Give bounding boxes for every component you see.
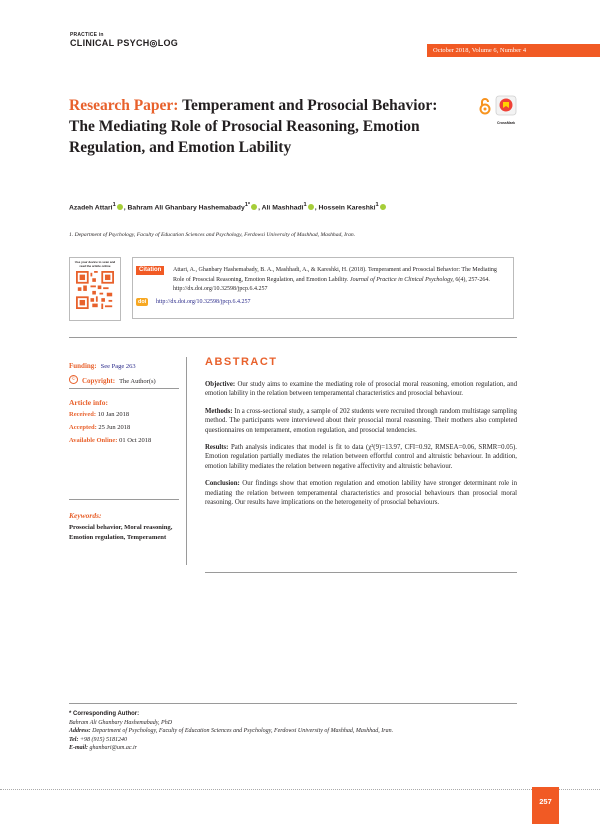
- conclusion-label: Conclusion:: [205, 480, 240, 488]
- issue-banner: October 2018, Volume 6, Number 4: [427, 44, 600, 57]
- author-3[interactable]: Ali Mashhadi: [261, 204, 304, 212]
- email-label: E-mail:: [69, 745, 88, 751]
- article-title: [69, 95, 489, 158]
- divider: [205, 572, 517, 573]
- corresponding-email: [69, 744, 509, 753]
- citation-end: 6(4), 257-264. http://dx.doi.org/10.32598/jpcp.6.4.257: [173, 276, 490, 292]
- keywords-label: Keywords:: [69, 511, 102, 520]
- corresponding-author: [69, 710, 509, 753]
- citation-label: Citation: [136, 266, 164, 275]
- author-3-affil: 1: [303, 202, 307, 208]
- tel-label: Tel:: [69, 736, 79, 743]
- author-4[interactable]: Hossein Kareshki: [318, 204, 376, 212]
- crossmark-label: CrossMark: [496, 121, 516, 125]
- tel-value: +98 (915) 5181240: [79, 736, 127, 743]
- journal-logo: [70, 33, 178, 48]
- address-value: Department of Psychology, Faculty of Education Sciences and Psychology, Ferdowsi University of Mashhad, Mashhad, Iran.: [92, 728, 394, 734]
- copyright: [69, 370, 156, 388]
- title-line-1: Temperament and Prosocial Behavior:: [182, 97, 438, 114]
- copyright-label: Copyright:: [82, 377, 116, 385]
- citation-plain: Attari, A., Ghanbary Hashemabady, B. A., Mashhadi, A., & Kareshki, H. (2018). Temperament and Prosocial Behavior: The Mediating Role of Prosocial Reasoning, Emotion Regulation, and Emotion Lability.: [173, 267, 497, 283]
- crossmark-badge[interactable]: [495, 95, 517, 123]
- journal-logo-main: CLINICAL PSYCH◎LOG: [70, 38, 179, 48]
- abstract-objective: [205, 380, 517, 399]
- author-1-affil: 1: [112, 202, 116, 208]
- author-4-affil: 1: [375, 202, 379, 208]
- corresponding-title: * Corresponding Author:: [69, 711, 140, 717]
- abstract-methods: [205, 407, 517, 435]
- footer-divider: [0, 789, 600, 790]
- results-text: Path analysis indicates that model is fit to data (χ²(9)=13.97, CFI=0.92, RMSEA=0.06, SRMR=0.05). Emotion regulation partially mediates the relation between effortful control and altruistic behaviour. In addition, emotion lability mediates the relation between negative affectivity and altruistic behaviour.: [205, 444, 518, 470]
- abstract-conclusion: [205, 479, 517, 507]
- qr-code-icon: [76, 271, 114, 309]
- results-label: Results:: [205, 444, 229, 452]
- author-1[interactable]: Azadeh Attari: [69, 204, 113, 212]
- affiliation: 1. Department of Psychology, Faculty of Education Sciences and Psychology, Ferdowsi University of Mashhad, Mashhad, Iran.: [69, 232, 356, 238]
- journal-logo-top: PRACTICE in: [70, 32, 104, 38]
- doi-badge: doi: [138, 299, 147, 305]
- conclusion-text: Our findings show that emotion regulation and emotion lability have stronger determinant role in mediating the relation between temperamental characteristics and prosocial behaviours than prosocial moral reasoning. Our results have implications on the heterogeneity of prosocial behaviours.: [205, 480, 518, 507]
- corresponding-address: [69, 727, 509, 736]
- copyright-icon: ©: [69, 375, 78, 384]
- citation-box: [132, 257, 514, 319]
- funding-label: Funding:: [69, 362, 97, 370]
- article-info-label: Article info:: [69, 398, 108, 407]
- divider: [69, 703, 517, 704]
- column-divider: [186, 357, 187, 565]
- divider: [69, 388, 179, 389]
- author-separator: ,: [123, 204, 128, 212]
- objective-label: Objective:: [205, 381, 236, 388]
- page-number: 257: [532, 787, 559, 824]
- qr-code-box[interactable]: [69, 257, 121, 321]
- divider: [69, 499, 179, 500]
- online-label: Available Online:: [69, 437, 118, 444]
- address-label: Address:: [69, 728, 91, 734]
- received-value: 10 Jan 2018: [97, 411, 130, 418]
- doi-link[interactable]: http://dx.doi.org/10.32598/jpcp.6.4.257: [156, 299, 251, 305]
- author-2[interactable]: Bahram Ali Ghanbary Hashemabady: [127, 204, 245, 212]
- accepted: [69, 424, 130, 431]
- title-line-2: The Mediating Role of Prosocial Reasoning, Emotion: [69, 118, 420, 135]
- email-value[interactable]: ghanbari@um.ac.ir: [89, 745, 138, 751]
- crossmark-icon: [495, 95, 517, 116]
- keywords: Prosocial behavior, Moral reasoning, Emotion regulation, Temperament: [69, 524, 173, 541]
- corresponding-name: Bahram Ali Ghanbary Hashemabady, PhD: [69, 719, 173, 726]
- received: [69, 411, 129, 418]
- abstract-results: [205, 443, 517, 471]
- title-prefix: Research Paper:: [69, 97, 179, 114]
- abstract-heading: ABSTRACT: [205, 356, 278, 368]
- citation-text: [173, 266, 509, 295]
- divider: [69, 337, 517, 338]
- online-value: 01 Oct 2018: [119, 437, 152, 444]
- author-list: [69, 202, 387, 211]
- orcid-icon[interactable]: [308, 204, 314, 210]
- orcid-icon[interactable]: [251, 204, 257, 210]
- citation-journal: Journal of Practice in Clinical Psychology,: [349, 276, 454, 283]
- author-separator: ,: [314, 204, 319, 212]
- corresponding-tel: [69, 736, 509, 745]
- orcid-icon[interactable]: [380, 204, 386, 210]
- available-online: [69, 437, 151, 444]
- accepted-label: Accepted:: [69, 424, 97, 431]
- qr-caption: Use your device to scan and read the article online: [74, 260, 116, 268]
- open-access-icon[interactable]: [478, 97, 492, 115]
- received-label: Received:: [69, 411, 97, 418]
- orcid-icon[interactable]: [117, 204, 123, 210]
- abstract-body: [205, 380, 517, 515]
- author-2-affil: 1*: [244, 202, 251, 208]
- title-line-3: Regulation, and Emotion Lability: [69, 139, 292, 156]
- author-separator: ,: [258, 204, 262, 212]
- accepted-value: 25 Jun 2018: [98, 424, 131, 431]
- copyright-value: The Author(s): [119, 378, 156, 385]
- methods-label: Methods:: [205, 407, 233, 415]
- funding-link[interactable]: See Page 263: [100, 363, 136, 370]
- methods-text: In a cross-sectional study, a sample of 202 students were recruited through random multistage sampling method. The participants were interviewed about their prosocial moral reasoning. Their mothers also completed questionnaires on temperament, emotion regulation, and prosocial tendencies.: [205, 407, 517, 434]
- objective-text: Our study aims to examine the mediating role of prosocial moral reasoning, emotion regulation, and emotion lability in the relation between temperamental characteristics and prosocial behaviour.: [205, 381, 518, 398]
